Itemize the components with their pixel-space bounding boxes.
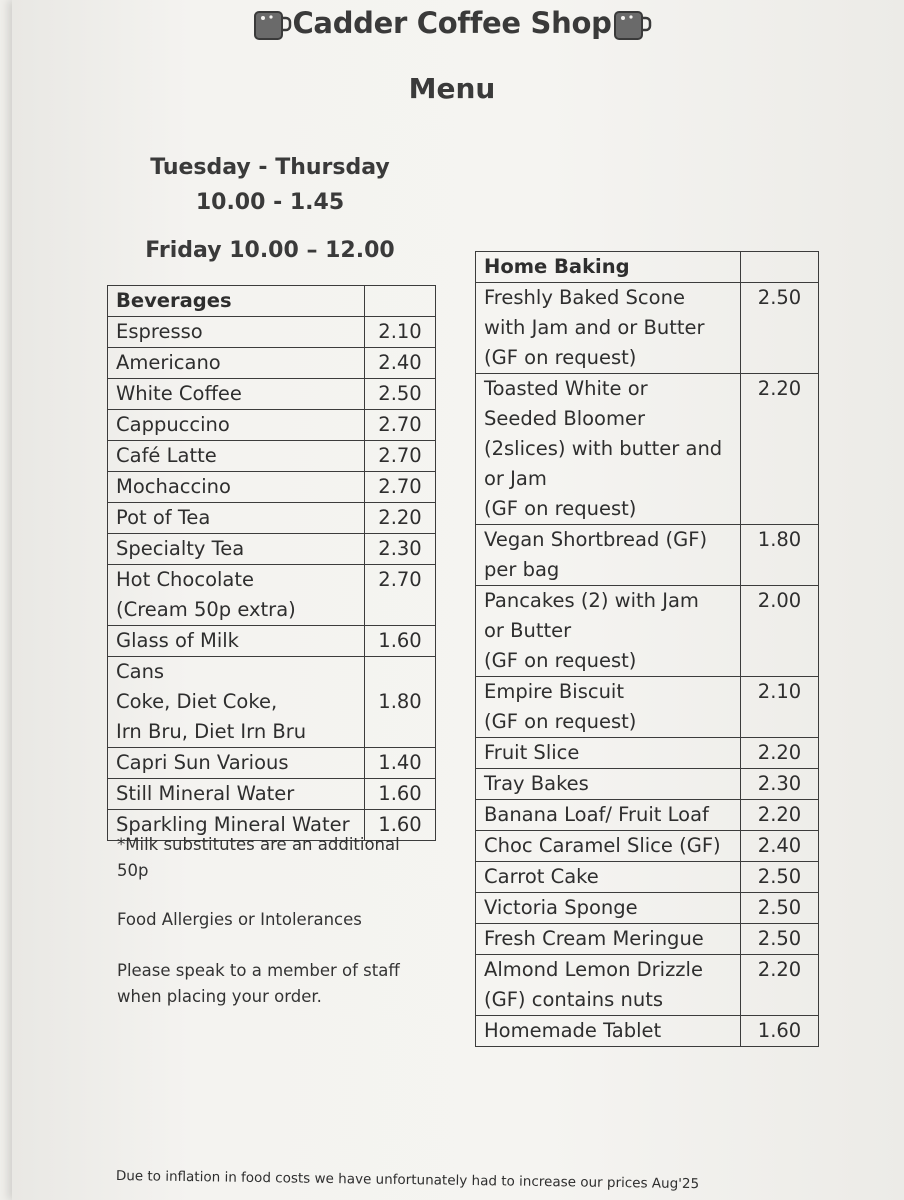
price-header-cell (741, 252, 819, 283)
section-heading: Home Baking (476, 252, 741, 283)
table-header-row (108, 286, 436, 317)
item-name-line: Glass of Milk (116, 629, 239, 652)
item-name-line: Coke, Diet Coke, (116, 690, 278, 713)
item-name-line: or Jam (484, 467, 547, 490)
menu-row (476, 769, 819, 800)
item-name (476, 586, 741, 677)
item-name-line: (2slices) with butter and (484, 437, 723, 460)
item-price: 1.80 (365, 657, 436, 748)
menu-row (476, 800, 819, 831)
item-name-line: (GF on request) (484, 710, 637, 733)
menu-row (108, 472, 436, 503)
item-name-line: Capri Sun Various (116, 751, 289, 774)
item-price: 2.50 (365, 379, 436, 410)
item-name (476, 862, 741, 893)
item-name-line: Mochaccino (116, 475, 231, 498)
item-name-line: Empire Biscuit (484, 680, 624, 703)
item-price: 2.40 (365, 348, 436, 379)
item-name (476, 1016, 741, 1047)
item-name-line: White Coffee (116, 382, 242, 405)
item-price: 2.30 (365, 534, 436, 565)
item-name-line: Café Latte (116, 444, 217, 467)
item-name (476, 924, 741, 955)
speak-to-staff-note: Please speak to a member of staff when placing your order. (117, 961, 400, 1006)
item-name (108, 565, 365, 626)
item-name-line: Hot Chocolate (116, 568, 255, 591)
item-price: 2.20 (741, 800, 819, 831)
item-price: 1.60 (365, 626, 436, 657)
menu-row (108, 657, 436, 748)
menu-heading: Menu (408, 72, 496, 105)
item-name-line: Fresh Cream Meringue (484, 927, 704, 950)
hours-friday: Friday 10.00 – 12.00 (145, 238, 395, 263)
page-title (0, 6, 904, 42)
item-name-line: Toasted White or (484, 377, 648, 400)
item-name-line: Pot of Tea (116, 506, 211, 529)
price-header-cell (365, 286, 436, 317)
item-price: 2.00 (741, 586, 819, 677)
item-name-line: Seeded Bloomer (484, 407, 645, 430)
item-name (476, 955, 741, 1016)
item-name (108, 441, 365, 472)
menu-row (108, 348, 436, 379)
menu-row (476, 862, 819, 893)
menu-row (476, 893, 819, 924)
menu-row (476, 374, 819, 525)
item-name (108, 748, 365, 779)
menu-row (476, 677, 819, 738)
item-name (476, 677, 741, 738)
item-price: 1.60 (741, 1016, 819, 1047)
item-name-line: (GF on request) (484, 649, 637, 672)
item-price: 1.60 (365, 779, 436, 810)
menu-row (108, 534, 436, 565)
menu-row (108, 441, 436, 472)
coffee-cup-icon (612, 8, 652, 42)
item-price: 2.20 (365, 503, 436, 534)
menu-row (108, 779, 436, 810)
table-header-row (476, 252, 819, 283)
menu-row (108, 410, 436, 441)
home-baking-table (475, 251, 819, 1047)
menu-row (108, 379, 436, 410)
item-name-line: Banana Loaf/ Fruit Loaf (484, 803, 709, 826)
item-name-line: Tray Bakes (484, 772, 589, 795)
item-name-line: Homemade Tablet (484, 1019, 662, 1042)
item-name (476, 374, 741, 525)
section-heading: Beverages (108, 286, 365, 317)
menu-row (476, 283, 819, 374)
item-price: 2.50 (741, 893, 819, 924)
item-price: 2.20 (741, 374, 819, 525)
item-name (108, 779, 365, 810)
menu-row (476, 525, 819, 586)
item-name-line: Choc Caramel Slice (GF) (484, 834, 721, 857)
item-name (476, 738, 741, 769)
item-name (108, 317, 365, 348)
menu-row (108, 748, 436, 779)
menu-row (476, 831, 819, 862)
item-price: 2.10 (741, 677, 819, 738)
item-name (108, 410, 365, 441)
item-name (108, 657, 365, 748)
item-price: 2.70 (365, 472, 436, 503)
item-price: 2.20 (741, 738, 819, 769)
item-name-line: Still Mineral Water (116, 782, 295, 805)
item-name-line: Almond Lemon Drizzle (484, 958, 703, 981)
item-name (108, 379, 365, 410)
item-name-line: Irn Bru, Diet Irn Bru (116, 720, 307, 743)
item-price: 1.40 (365, 748, 436, 779)
item-name (108, 626, 365, 657)
item-price: 1.80 (741, 525, 819, 586)
menu-row (476, 738, 819, 769)
item-name-line: Freshly Baked Scone (484, 286, 685, 309)
item-name-line: (Cream 50p extra) (116, 598, 296, 621)
menu-row (476, 1016, 819, 1047)
item-name-line: (GF on request) (484, 346, 637, 369)
item-name-line: Espresso (116, 320, 203, 343)
price-increase-footer: Due to inflation in food costs we have unfortunately had to increase our prices Aug'25 (115, 1168, 700, 1193)
menu-row (108, 626, 436, 657)
item-price: 2.40 (741, 831, 819, 862)
item-name-line: Specialty Tea (116, 537, 245, 560)
item-name (476, 893, 741, 924)
item-name-line: Fruit Slice (484, 741, 580, 764)
item-price: 2.30 (741, 769, 819, 800)
item-name (476, 831, 741, 862)
item-name-line: Pancakes (2) with Jam (484, 589, 699, 612)
item-name (108, 472, 365, 503)
milk-substitutes-note: *Milk substitutes are an additional 50p (117, 835, 400, 880)
menu-row (108, 317, 436, 348)
item-price: 2.50 (741, 283, 819, 374)
item-name (476, 283, 741, 374)
item-name (108, 503, 365, 534)
item-name-line: (GF on request) (484, 497, 637, 520)
item-name (476, 525, 741, 586)
item-price: 2.70 (365, 441, 436, 472)
item-name-line: (GF) contains nuts (484, 988, 664, 1011)
item-name-line: per bag (484, 558, 560, 581)
allergies-note: Food Allergies or Intolerances (117, 910, 362, 929)
hours-times: 10.00 - 1.45 (195, 190, 345, 215)
item-name-line: with Jam and or Butter (484, 316, 705, 339)
menu-row (476, 924, 819, 955)
item-name-line: Cappuccino (116, 413, 230, 436)
item-name (108, 534, 365, 565)
shop-name: Cadder Coffee Shop (292, 6, 612, 40)
item-name (476, 769, 741, 800)
item-name-line: Sparkling Mineral Water (116, 813, 350, 836)
item-price: 2.70 (365, 410, 436, 441)
menu-row (108, 565, 436, 626)
menu-row (476, 586, 819, 677)
item-price: 2.20 (741, 955, 819, 1016)
hours-days: Tuesday - Thursday (150, 155, 390, 180)
item-price: 2.10 (365, 317, 436, 348)
item-name-line: Americano (116, 351, 221, 374)
item-name-line: or Butter (484, 619, 572, 642)
item-name (108, 348, 365, 379)
item-name-line: Carrot Cake (484, 865, 599, 888)
item-price: 1.60 (365, 810, 436, 841)
item-name-line: Vegan Shortbread (GF) (484, 528, 708, 551)
item-price: 2.50 (741, 862, 819, 893)
item-name (476, 800, 741, 831)
item-name-line: Cans (116, 660, 165, 683)
beverages-table (107, 285, 436, 841)
coffee-cup-icon (252, 8, 292, 42)
item-name-line: Victoria Sponge (484, 896, 638, 919)
item-price: 2.70 (365, 565, 436, 626)
menu-row (476, 955, 819, 1016)
menu-row (108, 503, 436, 534)
item-price: 2.50 (741, 924, 819, 955)
